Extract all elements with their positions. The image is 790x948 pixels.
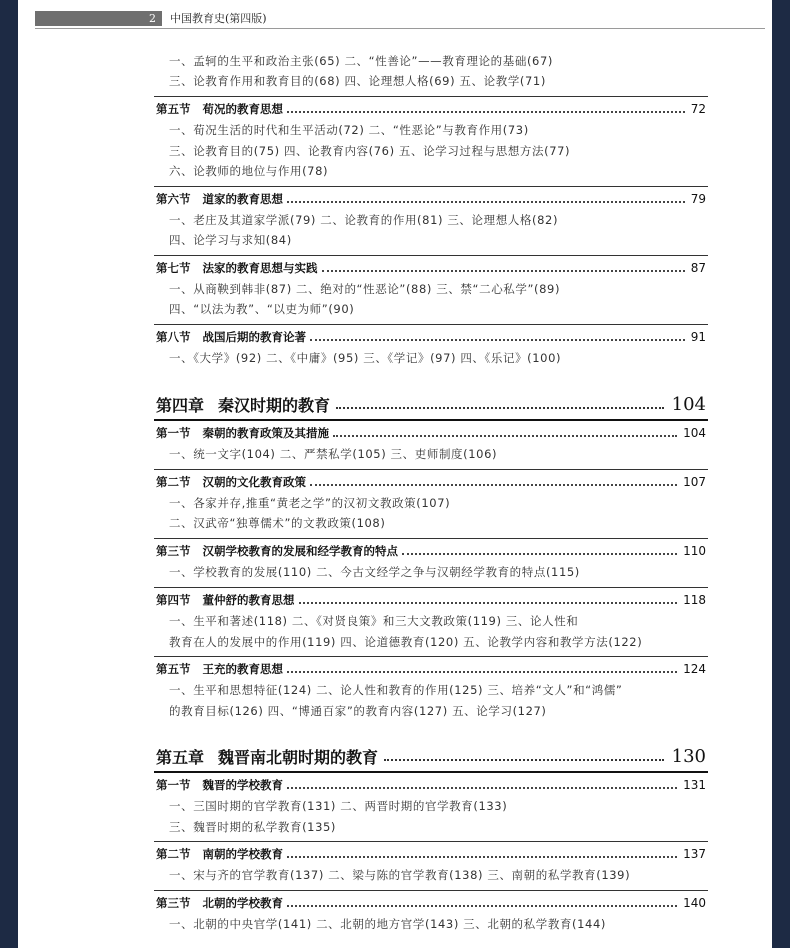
section-divider [154,890,708,891]
toc-entry-line: 一、生平和著述(118) 二、《对贤良策》和三大文教政策(119) 三、论人性和 [169,614,579,628]
toc-entry-line: 三、魏晋时期的私学教育(135) [169,820,337,834]
section-divider [154,469,708,470]
dot-leader [299,602,678,604]
section-divider [154,324,708,325]
page-number-tab [35,11,162,26]
toc-chapter-5[interactable] [156,744,706,768]
toc-entry-line: 四、“以法为教”、“以吏为师”(90) [169,302,355,316]
section-page: 110 [683,544,706,558]
toc-chapter-4[interactable] [156,392,706,416]
section-page: 124 [683,662,706,676]
chapter-page: 130 [671,745,706,767]
dot-leader [287,671,677,673]
toc-entry-line: 一、老庄及其道家学派(79) 二、论教育的作用(81) 三、论理想人格(82) [169,213,559,227]
dot-leader [310,339,685,341]
section-label: 第四节 [156,593,191,607]
section-label: 第七节 [156,261,191,275]
section-label: 第一节 [156,778,191,792]
section-divider [154,656,708,657]
toc-entry-line: 三、论教育作用和教育目的(68) 四、论理想人格(69) 五、论教学(71) [169,74,546,88]
toc-chapter5-section-2[interactable] [156,846,706,862]
section-title: 法家的教育思想与实践 [202,261,318,275]
toc-entry-line: 一、生平和思想特征(124) 二、论人性和教育的作用(125) 三、培养“文人”和“鸿儒” [169,683,623,697]
section-page: 79 [690,192,706,206]
section-label: 第二节 [156,475,191,489]
toc-entry-line: 一、北朝的中央官学(141) 二、北朝的地方官学(143) 三、北朝的私学教育(144) [169,917,606,931]
section-title: 汉朝的文化教育政策 [202,475,306,489]
header-divider [35,28,765,29]
toc-entry-line: 一、孟轲的生平和政治主张(65) 二、“性善论”——教育理论的基础(67) [169,54,553,68]
section-page: 137 [683,847,706,861]
dot-leader [336,407,664,409]
section-title: 董仲舒的教育思想 [202,593,295,607]
section-page: 107 [683,475,706,489]
toc-section-6[interactable] [156,191,706,207]
running-header [18,9,772,29]
chapter-title: 秦汉时期的教育 [218,395,331,415]
section-label: 第三节 [156,896,191,910]
section-title: 王充的教育思想 [202,662,283,676]
section-page: 72 [690,102,706,116]
section-divider [154,186,708,187]
section-label: 第五节 [156,102,191,116]
toc-entry-line: 一、各家并存,推重“黄老之学”的汉初文教政策(107) [169,496,451,510]
dot-leader [287,856,677,858]
dot-leader [287,111,685,113]
section-title: 道家的教育思想 [202,192,283,206]
section-title: 魏晋的学校教育 [202,778,283,792]
section-title: 南朝的学校教育 [202,847,283,861]
dot-leader [287,905,677,907]
section-divider [154,587,708,588]
chapter-divider [154,419,708,421]
chapter-divider [154,771,708,773]
toc-entry-line: 一、从商鞅到韩非(87) 二、绝对的“性恶论”(88) 三、禁“二心私学”(89) [169,282,561,296]
section-page: 140 [683,896,706,910]
toc-section-8[interactable] [156,329,706,345]
toc-entry-line: 一、学校教育的发展(110) 二、今古文经学之争与汉朝经学教育的特点(115) [169,565,580,579]
section-label: 第三节 [156,544,191,558]
section-page: 104 [683,426,706,440]
section-label: 第二节 [156,847,191,861]
section-page: 87 [690,261,706,275]
toc-chapter4-section-5[interactable] [156,661,706,677]
chapter-page: 104 [671,393,706,415]
section-divider [154,96,708,97]
section-title: 秦朝的教育政策及其措施 [202,426,329,440]
toc-section-5[interactable] [156,101,706,117]
section-page: 91 [690,330,706,344]
section-label: 第一节 [156,426,191,440]
section-title: 北朝的学校教育 [202,896,283,910]
toc-chapter4-section-1[interactable] [156,425,706,441]
toc-entry-line: 二、汉武帝“独尊儒术”的文教政策(108) [169,516,386,530]
section-label: 第六节 [156,192,191,206]
toc-entry-line: 一、三国时期的官学教育(131) 二、两晋时期的官学教育(133) [169,799,508,813]
dot-leader [322,270,685,272]
chapter-label: 第五章 [156,747,205,767]
toc-chapter4-section-4[interactable] [156,592,706,608]
dot-leader [287,787,677,789]
toc-entry-line: 一、荀况生活的时代和生平活动(72) 二、“性恶论”与教育作用(73) [169,123,529,137]
toc-entry-line: 六、论教师的地位与作用(78) [169,164,329,178]
chapter-title: 魏晋南北朝时期的教育 [218,747,379,767]
toc-entry-line: 三、论教育目的(75) 四、论教育内容(76) 五、论学习过程与思想方法(77) [169,144,571,158]
toc-entry-line: 一、宋与齐的官学教育(137) 二、梁与陈的官学教育(138) 三、南朝的私学教育(139) [169,868,631,882]
toc-section-7[interactable] [156,260,706,276]
section-title: 汉朝学校教育的发展和经学教育的特点 [202,544,398,558]
toc-chapter4-section-3[interactable] [156,543,706,559]
toc-entry-line: 教育在人的发展中的作用(119) 四、论道德教育(120) 五、论教学内容和教学方法(122) [169,635,643,649]
section-page: 118 [683,593,706,607]
dot-leader [287,201,685,203]
section-label: 第八节 [156,330,191,344]
chapter-label: 第四章 [156,395,205,415]
dot-leader [310,484,677,486]
book-title: 中国教育史(第四版) [170,12,267,25]
dot-leader [384,759,664,761]
section-label: 第五节 [156,662,191,676]
section-title: 战国后期的教育论著 [202,330,306,344]
toc-entry-line: 一、统一文字(104) 二、严禁私学(105) 三、吏师制度(106) [169,447,498,461]
section-title: 荀况的教育思想 [202,102,283,116]
toc-chapter5-section-3[interactable] [156,895,706,911]
section-divider [154,841,708,842]
section-page: 131 [683,778,706,792]
page-number: 2 [149,12,156,25]
section-divider [154,538,708,539]
toc-entry-line: 的教育目标(126) 四、“博通百家”的教育内容(127) 五、论学习(127) [169,704,547,718]
dot-leader [402,553,677,555]
section-divider [154,255,708,256]
toc-entry-line: 四、论学习与求知(84) [169,233,292,247]
toc-chapter4-section-2[interactable] [156,474,706,490]
toc-chapter5-section-1[interactable] [156,777,706,793]
dot-leader [333,435,677,437]
toc-entry-line: 一、《大学》(92) 二、《中庸》(95) 三、《学记》(97) 四、《乐记》(100) [169,351,562,365]
